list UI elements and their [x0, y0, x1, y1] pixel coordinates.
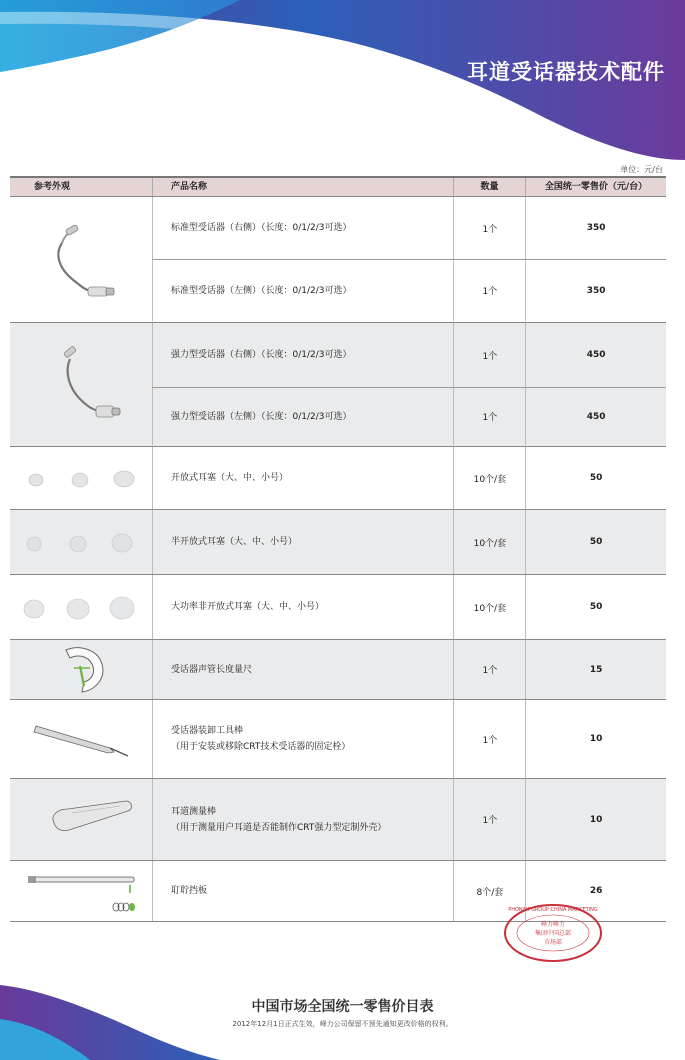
column-header-name: 产品名称	[152, 178, 453, 196]
footer-note: 2012年12月1日正式生效，峰力公司保留不预先通知更改价格的权利。	[232, 1020, 453, 1028]
product-qty: 1个	[453, 197, 525, 259]
footer-wave	[0, 975, 685, 1060]
product-name: 受话器声管长度量尺	[171, 664, 253, 675]
product-price: 450	[525, 323, 666, 387]
product-qty: 8个/套	[453, 861, 525, 921]
product-name: 大功率非开放式耳塞（大、中、小号）	[171, 602, 325, 612]
table-row	[152, 259, 666, 321]
product-name: 标准型受话器（右侧）（长度：0/1/2/3可选）	[171, 223, 352, 233]
product-name: 强力型受话器（左侧）（长度：0/1/2/3可选）	[171, 411, 352, 422]
stamp-ring-text: PHONAK GROUP CHINA MARKETING	[508, 907, 598, 913]
product-qty: 1个	[453, 640, 525, 699]
ear-canal-gauge-image	[10, 779, 152, 860]
semi-open-dome-image	[10, 510, 152, 574]
product-name-with-note	[153, 723, 453, 755]
table-group-power-receiver	[10, 323, 666, 447]
product-price: 50	[525, 447, 666, 509]
product-name: 耵聍挡板	[171, 886, 208, 896]
product-name: 受话器装卸工具棒	[171, 726, 244, 736]
power-dome-image	[10, 575, 152, 639]
product-price: 15	[525, 640, 666, 699]
product-name: 强力型受话器（右侧）（长度：0/1/2/3可选）	[171, 350, 352, 360]
product-price: 26	[525, 861, 666, 921]
stamp-line-3: 市场部	[543, 939, 563, 946]
column-header-qty: 数量	[453, 178, 525, 196]
column-header-price: 全国统一零售价（元/台）	[525, 178, 666, 196]
stamp-line-2: 集团中国总部	[534, 930, 572, 937]
stamp-line-1: 峰力峰力	[540, 921, 566, 928]
table-row	[152, 575, 666, 639]
table-row	[152, 640, 666, 699]
power-receiver-image	[10, 323, 152, 446]
product-name-with-note	[153, 804, 453, 836]
product-name: 耳道测量棒	[171, 806, 217, 817]
product-name: 标准型受话器（左侧）（长度：0/1/2/3可选）	[171, 285, 352, 296]
product-qty: 1个	[453, 260, 525, 321]
product-price: 10	[525, 700, 666, 778]
table-group-length-gauge	[10, 640, 666, 700]
product-name: 开放式耳塞（大、中、小号）	[171, 473, 289, 483]
product-price: 450	[525, 388, 666, 445]
footer-title: 中国市场全国统一零售价目表	[251, 999, 434, 1015]
product-qty: 1个	[453, 779, 525, 860]
column-header-image: 参考外观	[34, 182, 71, 192]
product-qty: 10个/套	[453, 575, 525, 639]
table-group-semi-open-dome	[10, 510, 666, 575]
length-gauge-image	[10, 640, 152, 699]
open-dome-image	[10, 447, 152, 509]
product-price: 50	[525, 575, 666, 639]
table-group-standard-receiver	[10, 197, 666, 323]
product-note: （用于安装或移除CRT技术受话器的固定栓）	[171, 742, 351, 752]
company-stamp	[502, 902, 604, 964]
table-group-tool	[10, 700, 666, 779]
product-qty: 1个	[453, 388, 525, 445]
product-price: 350	[525, 197, 666, 259]
standard-receiver-image	[10, 197, 152, 322]
product-qty: 1个	[453, 323, 525, 387]
table-header	[10, 176, 666, 197]
price-table	[10, 176, 666, 922]
product-qty: 1个	[453, 700, 525, 778]
wax-guard-image	[10, 861, 152, 921]
page-title: 耳道受话器技术配件	[467, 60, 665, 84]
product-note: （用于测量用户耳道是否能制作CRT强力型定制外壳）	[171, 822, 387, 833]
product-name: 半开放式耳塞（大、中、小号）	[171, 537, 298, 547]
product-price: 10	[525, 779, 666, 860]
tool-image	[10, 700, 152, 778]
table-row	[152, 447, 666, 509]
table-row	[152, 779, 666, 860]
table-group-power-dome	[10, 575, 666, 640]
product-price: 350	[525, 260, 666, 321]
table-row	[152, 323, 666, 387]
unit-label: 单位：元/台	[620, 165, 663, 174]
table-group-open-dome	[10, 447, 666, 510]
product-qty: 10个/套	[453, 510, 525, 574]
product-price: 50	[525, 510, 666, 574]
table-row	[152, 197, 666, 259]
table-row	[152, 387, 666, 445]
product-qty: 10个/套	[453, 447, 525, 509]
table-row	[152, 510, 666, 574]
table-group-ear-canal-gauge	[10, 779, 666, 861]
table-row	[152, 700, 666, 778]
